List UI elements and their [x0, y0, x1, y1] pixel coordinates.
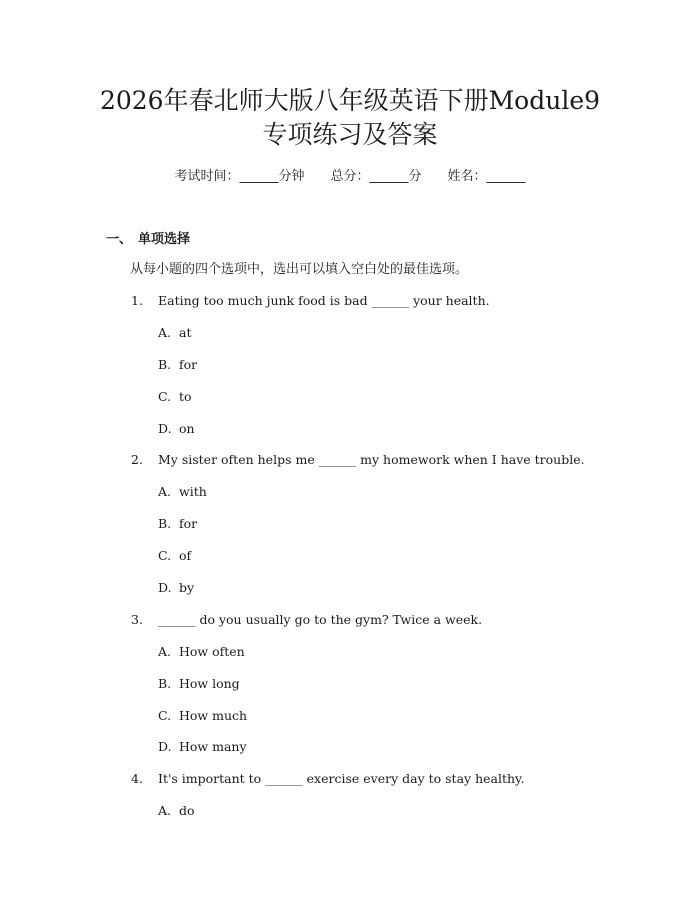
question-number: 3.: [131, 611, 143, 627]
section-heading: [106, 229, 190, 251]
option-label: A.: [158, 643, 172, 659]
document-title-line-2: 专项练习及答案: [262, 120, 438, 149]
question-3: [0, 609, 700, 641]
question-4: [0, 768, 700, 800]
option-text: do: [179, 803, 195, 819]
section-title: 单项选择: [138, 232, 191, 247]
option-label: C.: [158, 388, 172, 404]
option-label: A.: [158, 803, 172, 819]
total-score-field: 总分：______分: [330, 169, 422, 184]
section-number: 一、: [106, 232, 133, 247]
student-name-field: 姓名：______: [447, 169, 526, 184]
option-text: for: [179, 516, 198, 532]
option-item: [0, 513, 700, 545]
option-item: [0, 545, 700, 577]
question-number: 4.: [131, 771, 143, 787]
option-item: [0, 641, 700, 673]
option-label: B.: [158, 675, 172, 691]
question-list: [0, 290, 700, 832]
document-title-line-1: 2026年春北师大版八年级英语下册Module9: [99, 86, 601, 115]
question-text: It's important to ______ exercise every day to stay healthy.: [158, 771, 525, 787]
option-item: [0, 577, 700, 609]
question-1: [0, 290, 700, 322]
option-text: to: [179, 388, 192, 404]
option-item: [0, 354, 700, 386]
question-number: 2.: [131, 452, 143, 468]
exam-meta: [0, 166, 700, 188]
question-text: My sister often helps me ______ my homework when I have trouble.: [158, 452, 585, 468]
option-item: [0, 736, 700, 768]
option-label: D.: [158, 420, 172, 436]
option-label: A.: [158, 324, 172, 340]
option-text: at: [179, 324, 192, 340]
question-number: 1.: [131, 293, 143, 308]
option-text: How often: [179, 643, 245, 659]
option-label: B.: [158, 516, 172, 532]
option-text: for: [179, 356, 198, 372]
option-label: D.: [158, 580, 172, 596]
option-item: [0, 705, 700, 737]
section-instruction: 从每小题的四个选项中，选出可以填入空白处的最佳选项。: [130, 262, 469, 277]
option-text: with: [179, 484, 207, 500]
option-text: How long: [179, 675, 240, 691]
question-text: ______ do you usually go to the gym? Twice a week.: [158, 611, 483, 627]
option-item: [0, 322, 700, 354]
option-label: C.: [158, 707, 172, 723]
option-label: A.: [158, 484, 172, 500]
exam-time-field: 考试时间：______分钟: [174, 169, 305, 184]
question-text: Eating too much junk food is bad ______ your health.: [158, 293, 490, 308]
option-label: B.: [158, 356, 172, 372]
option-item: [0, 800, 700, 832]
option-item: [0, 418, 700, 450]
option-text: How much: [179, 707, 248, 723]
option-text: How many: [179, 739, 247, 755]
option-label: C.: [158, 548, 172, 564]
option-text: of: [179, 548, 192, 564]
option-text: on: [179, 420, 195, 436]
option-item: [0, 673, 700, 705]
option-label: D.: [158, 739, 172, 755]
option-text: by: [179, 580, 195, 596]
option-item: [0, 481, 700, 513]
option-item: [0, 386, 700, 418]
question-2: [0, 449, 700, 481]
